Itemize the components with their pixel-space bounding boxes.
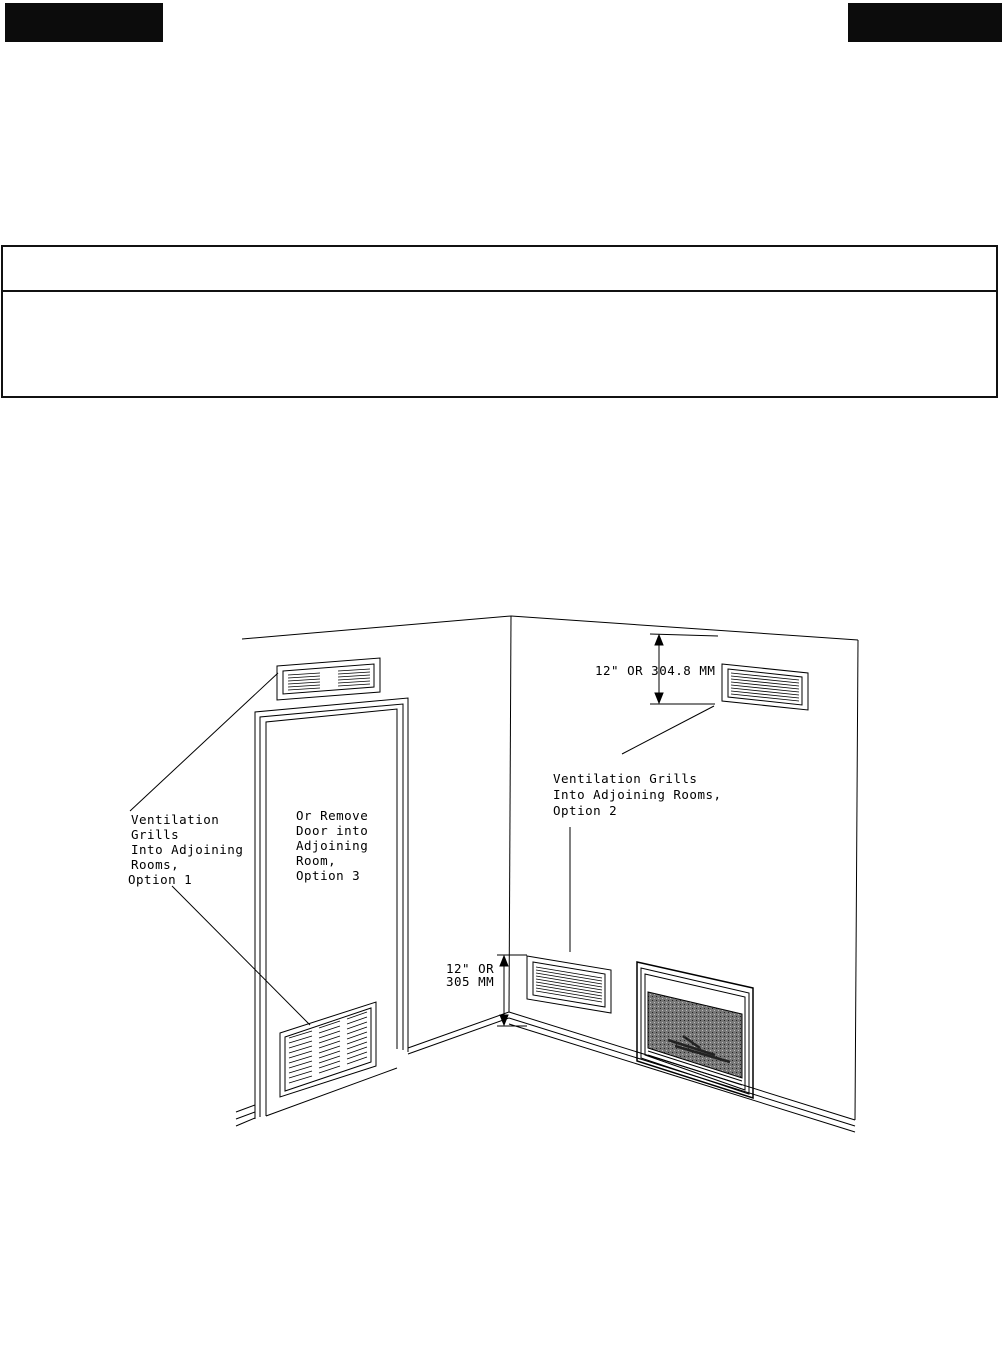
fireplace <box>637 962 753 1098</box>
grill-top-right <box>722 664 808 710</box>
svg-text:Into Adjoining: Into Adjoining <box>131 842 244 857</box>
header-tab-left <box>5 3 163 42</box>
svg-text:Into Adjoining Rooms,: Into Adjoining Rooms, <box>553 787 722 802</box>
grill-top-left <box>277 658 380 700</box>
label-option-3 <box>296 808 368 883</box>
label-bottom-dimension <box>446 961 494 989</box>
svg-text:Door into: Door into <box>296 823 369 838</box>
svg-text:Grills: Grills <box>131 827 180 842</box>
svg-text:Or Remove: Or Remove <box>296 808 369 823</box>
header-tab-right <box>848 3 1002 42</box>
ventilation-diagram <box>0 600 1007 1160</box>
svg-text:Option 3: Option 3 <box>296 868 361 883</box>
svg-text:Ventilation: Ventilation <box>131 812 220 827</box>
svg-text:12" OR: 12" OR <box>446 961 495 976</box>
svg-text:Option 1: Option 1 <box>128 872 193 887</box>
svg-text:Room,: Room, <box>296 853 337 868</box>
grill-bottom-right <box>527 956 611 1013</box>
label-top-dimension: 12" OR 304.8 MM <box>595 663 716 678</box>
svg-text:Adjoining: Adjoining <box>296 838 369 853</box>
grill-door-bottom <box>280 1002 376 1097</box>
notice-box <box>1 245 998 398</box>
label-option-2 <box>553 771 722 818</box>
notice-box-divider <box>3 290 996 292</box>
door-frame <box>255 698 408 1119</box>
svg-text:Rooms,: Rooms, <box>131 857 180 872</box>
svg-text:305 MM: 305 MM <box>446 974 495 989</box>
label-option-1 <box>128 812 243 887</box>
svg-text:Option 2: Option 2 <box>553 803 618 818</box>
svg-text:Ventilation Grills: Ventilation Grills <box>553 771 698 786</box>
